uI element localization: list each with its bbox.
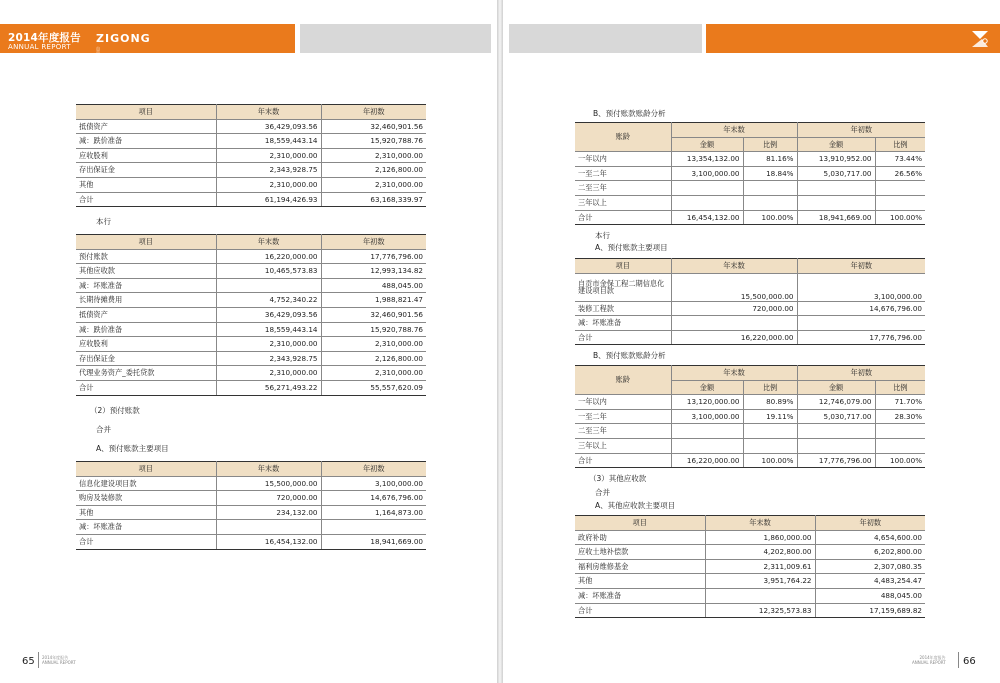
other-receivables-table bbox=[575, 515, 925, 618]
cell-value bbox=[743, 438, 797, 453]
cell-value: 12,325,573.83 bbox=[705, 603, 815, 618]
col-header: 比例 bbox=[743, 380, 797, 395]
col-header: 比例 bbox=[743, 137, 797, 152]
col-header: 项目 bbox=[76, 235, 216, 250]
cell-value: 2,310,000.00 bbox=[321, 148, 426, 163]
row-label: 一至二年 bbox=[575, 409, 671, 424]
row-label: 减：坏账准备 bbox=[76, 520, 216, 535]
report-brand bbox=[8, 32, 151, 103]
cell-value: 4,483,254.47 bbox=[815, 574, 925, 589]
aging-table-2 bbox=[575, 365, 925, 468]
cell-value: 100.00% bbox=[875, 210, 925, 225]
row-label: 合计 bbox=[575, 603, 705, 618]
table-row bbox=[76, 366, 426, 381]
col-header: 账龄 bbox=[575, 366, 671, 395]
row-label: 应收股利 bbox=[76, 337, 216, 352]
cell-value: 3,100,000.00 bbox=[671, 166, 743, 181]
footer-brand-right bbox=[912, 656, 946, 667]
row-label: 合计 bbox=[76, 534, 216, 549]
cell-value: 32,460,901.56 bbox=[321, 307, 426, 322]
cell-value bbox=[875, 181, 925, 196]
row-label: 存出保证金 bbox=[76, 351, 216, 366]
cell-value: 100.00% bbox=[743, 210, 797, 225]
cell-value: 1,164,873.00 bbox=[321, 505, 426, 520]
cell-value bbox=[671, 181, 743, 196]
row-label: 应收土地补偿款 bbox=[575, 545, 705, 560]
row-label: 减：跌价准备 bbox=[76, 134, 216, 149]
cell-value: 13,910,952.00 bbox=[797, 152, 875, 167]
table-row bbox=[575, 316, 925, 331]
cell-value: 55,557,620.09 bbox=[321, 380, 426, 395]
cell-value bbox=[797, 181, 875, 196]
table-row bbox=[76, 351, 426, 366]
header-grey-band bbox=[509, 24, 702, 53]
table-row bbox=[76, 134, 426, 149]
cell-value bbox=[797, 316, 925, 331]
cell-value: 36,429,093.56 bbox=[216, 119, 321, 134]
table-row bbox=[76, 119, 426, 134]
cell-value bbox=[797, 195, 875, 210]
col-header: 比例 bbox=[875, 380, 925, 395]
col-header: 金额 bbox=[797, 380, 875, 395]
cell-value: 18,941,669.00 bbox=[797, 210, 875, 225]
table-row bbox=[575, 453, 925, 468]
table-row bbox=[76, 337, 426, 352]
row-label: 合计 bbox=[575, 330, 671, 345]
col-header: 金额 bbox=[671, 137, 743, 152]
prepaid-items-table bbox=[76, 461, 426, 550]
row-label: 存出保证金 bbox=[76, 163, 216, 178]
cell-value: 81.16% bbox=[743, 152, 797, 167]
header-orange-band bbox=[706, 24, 1000, 53]
cell-value: 13,120,000.00 bbox=[671, 395, 743, 410]
col-header: 年末数 bbox=[671, 123, 797, 138]
cell-value: 18,559,443.14 bbox=[216, 322, 321, 337]
table-row bbox=[76, 249, 426, 264]
col-header: 年初数 bbox=[797, 259, 925, 274]
header-orange-band bbox=[0, 24, 295, 103]
cell-value: 2,343,928.75 bbox=[216, 163, 321, 178]
table-row bbox=[76, 264, 426, 279]
cell-value bbox=[671, 316, 797, 331]
table-row bbox=[575, 301, 925, 316]
table-row bbox=[76, 163, 426, 178]
row-label: 减：坏账准备 bbox=[575, 316, 671, 331]
cell-value: 15,500,000.00 bbox=[671, 273, 797, 301]
table-row bbox=[575, 273, 925, 301]
cell-value: 1,860,000.00 bbox=[705, 530, 815, 545]
table-row bbox=[575, 424, 925, 439]
col-header: 年末数 bbox=[216, 462, 321, 477]
row-label: 合计 bbox=[575, 453, 671, 468]
row-label: 其他 bbox=[76, 505, 216, 520]
table-row bbox=[575, 395, 925, 410]
cell-value: 3,100,000.00 bbox=[671, 409, 743, 424]
table-row bbox=[575, 152, 925, 167]
page-number: 66 bbox=[963, 655, 976, 667]
page-number-left bbox=[22, 656, 35, 668]
row-label: 其他应收款 bbox=[76, 264, 216, 279]
cell-value: 2,343,928.75 bbox=[216, 351, 321, 366]
cell-value: 2,310,000.00 bbox=[216, 366, 321, 381]
label-hebing: 合并 bbox=[595, 488, 610, 497]
cell-value: 18,559,443.14 bbox=[216, 134, 321, 149]
cell-value: 12,993,134.82 bbox=[321, 264, 426, 279]
row-label: 购房及装修款 bbox=[76, 491, 216, 506]
cell-value: 16,220,000.00 bbox=[671, 453, 743, 468]
footer-sub: ANNUAL REPORT bbox=[912, 660, 946, 665]
table-row bbox=[76, 476, 426, 491]
row-label: 其他 bbox=[575, 574, 705, 589]
cell-value: 63,168,339.97 bbox=[321, 192, 426, 207]
footer-divider bbox=[958, 652, 959, 668]
cell-value: 2,307,080.35 bbox=[815, 559, 925, 574]
cell-value: 26.56% bbox=[875, 166, 925, 181]
cell-value: 17,776,796.00 bbox=[797, 330, 925, 345]
cell-value: 10,465,573.83 bbox=[216, 264, 321, 279]
footer-sub: ANNUAL REPORT bbox=[42, 660, 76, 665]
cell-value: 2,310,000.00 bbox=[321, 177, 426, 192]
cell-value: 3,100,000.00 bbox=[321, 476, 426, 491]
brand-sub: ANNUAL REPORT bbox=[8, 42, 71, 51]
right-page bbox=[503, 0, 1000, 683]
row-label: 一年以内 bbox=[575, 395, 671, 410]
table-row bbox=[76, 380, 426, 395]
cell-value: 720,000.00 bbox=[216, 491, 321, 506]
bank-prepaid-items-table bbox=[575, 258, 925, 345]
cell-value: 4,202,800.00 bbox=[705, 545, 815, 560]
cell-value: 234,132.00 bbox=[216, 505, 321, 520]
cell-value: 14,676,796.00 bbox=[797, 301, 925, 316]
cell-value: 18,941,669.00 bbox=[321, 534, 426, 549]
table-row bbox=[76, 491, 426, 506]
cell-value: 16,220,000.00 bbox=[216, 249, 321, 264]
table-row bbox=[76, 322, 426, 337]
header-grey-band bbox=[300, 24, 491, 53]
label-hebing: 合并 bbox=[96, 425, 111, 434]
table-row bbox=[76, 278, 426, 293]
cell-value bbox=[671, 195, 743, 210]
row-label: 合计 bbox=[76, 192, 216, 207]
cell-value bbox=[705, 588, 815, 603]
row-label: 减：坏账准备 bbox=[575, 588, 705, 603]
page-number-right bbox=[963, 656, 976, 668]
col-header: 金额 bbox=[671, 380, 743, 395]
row-label: 抵债资产 bbox=[76, 119, 216, 134]
footer-small: 2014年度报告 bbox=[919, 655, 946, 661]
page-number: 65 bbox=[22, 655, 35, 667]
cell-value: 4,654,600.00 bbox=[815, 530, 925, 545]
cell-value: 15,920,788.76 bbox=[321, 322, 426, 337]
col-header: 年末数 bbox=[705, 516, 815, 531]
cell-value: 100.00% bbox=[743, 453, 797, 468]
cell-value: 3,100,000.00 bbox=[797, 273, 925, 301]
brand-year: 2014年度报告 bbox=[8, 32, 81, 44]
cell-value: 12,746,079.00 bbox=[797, 395, 875, 410]
table-row bbox=[575, 559, 925, 574]
table-row bbox=[575, 603, 925, 618]
cell-value: 488,045.00 bbox=[815, 588, 925, 603]
cell-value: 14,676,796.00 bbox=[321, 491, 426, 506]
brand-tiny: 自贡市国有资产投资经营有限公 bbox=[96, 46, 100, 103]
cell-value: 2,310,000.00 bbox=[216, 337, 321, 352]
cell-value bbox=[321, 520, 426, 535]
cell-value bbox=[797, 424, 875, 439]
col-header: 年末数 bbox=[671, 259, 797, 274]
col-header: 项目 bbox=[575, 516, 705, 531]
cell-value: 56,271,493.22 bbox=[216, 380, 321, 395]
col-header: 项目 bbox=[575, 259, 671, 274]
cell-value: 2,310,000.00 bbox=[216, 148, 321, 163]
cell-value bbox=[875, 438, 925, 453]
bank-other-assets-table bbox=[76, 234, 426, 396]
cell-value: 16,454,132.00 bbox=[671, 210, 743, 225]
cell-value: 17,776,796.00 bbox=[321, 249, 426, 264]
table-row bbox=[76, 148, 426, 163]
cell-value bbox=[743, 195, 797, 210]
aging-table-1 bbox=[575, 122, 925, 225]
table-row bbox=[76, 192, 426, 207]
row-label: 抵债资产 bbox=[76, 307, 216, 322]
table-row bbox=[76, 307, 426, 322]
cell-value bbox=[216, 520, 321, 535]
table-row bbox=[575, 195, 925, 210]
cell-value: 17,776,796.00 bbox=[797, 453, 875, 468]
col-header: 年初数 bbox=[797, 366, 925, 381]
row-label: 合计 bbox=[575, 210, 671, 225]
row-label: 自贡市金保工程二期信息化建设项目款 bbox=[575, 273, 671, 301]
cell-value: 32,460,901.56 bbox=[321, 119, 426, 134]
row-label: 信息化建设项目款 bbox=[76, 476, 216, 491]
col-header: 年末数 bbox=[216, 235, 321, 250]
row-label: 三年以上 bbox=[575, 438, 671, 453]
footer-brand-left bbox=[42, 656, 76, 667]
row-label: 应收股利 bbox=[76, 148, 216, 163]
cell-value: 61,194,426.93 bbox=[216, 192, 321, 207]
cell-value: 4,752,340.22 bbox=[216, 293, 321, 308]
label-other-receivables: （3）其他应收款 bbox=[589, 474, 647, 483]
cell-value: 80.89% bbox=[743, 395, 797, 410]
col-header: 账龄 bbox=[575, 123, 671, 152]
row-label: 代理业务资产_委托贷款 bbox=[76, 366, 216, 381]
cell-value: 16,220,000.00 bbox=[671, 330, 797, 345]
table-row bbox=[575, 438, 925, 453]
cell-value: 28.30% bbox=[875, 409, 925, 424]
cell-value: 5,030,717.00 bbox=[797, 166, 875, 181]
cell-value bbox=[797, 438, 875, 453]
col-header: 年初数 bbox=[321, 105, 426, 120]
cell-value: 2,126,800.00 bbox=[321, 351, 426, 366]
table-row bbox=[76, 177, 426, 192]
row-label: 合计 bbox=[76, 380, 216, 395]
row-label: 二至三年 bbox=[575, 181, 671, 196]
cell-value bbox=[216, 278, 321, 293]
col-header: 年末数 bbox=[671, 366, 797, 381]
cell-value: 71.70% bbox=[875, 395, 925, 410]
cell-value bbox=[875, 424, 925, 439]
cell-value bbox=[671, 424, 743, 439]
row-label: 二至三年 bbox=[575, 424, 671, 439]
col-header: 年初数 bbox=[797, 123, 925, 138]
cell-value: 5,030,717.00 bbox=[797, 409, 875, 424]
cell-value: 19.11% bbox=[743, 409, 797, 424]
table-row bbox=[76, 520, 426, 535]
cell-value: 2,310,000.00 bbox=[321, 366, 426, 381]
cell-value: 2,126,800.00 bbox=[321, 163, 426, 178]
company-logo-icon bbox=[968, 27, 992, 51]
table-row bbox=[575, 530, 925, 545]
cell-value: 1,988,821.47 bbox=[321, 293, 426, 308]
row-label: 减：坏账准备 bbox=[76, 278, 216, 293]
table-row bbox=[76, 293, 426, 308]
row-label: 预付账款 bbox=[76, 249, 216, 264]
brand-name: ZIGONG bbox=[96, 32, 151, 45]
col-header: 项目 bbox=[76, 105, 216, 120]
cell-value: 720,000.00 bbox=[671, 301, 797, 316]
col-header: 年初数 bbox=[815, 516, 925, 531]
cell-value: 36,429,093.56 bbox=[216, 307, 321, 322]
label-benhang: 本行 bbox=[595, 231, 610, 240]
table-row bbox=[76, 505, 426, 520]
cell-value bbox=[875, 195, 925, 210]
cell-value: 73.44% bbox=[875, 152, 925, 167]
label-benhang: 本行 bbox=[96, 217, 111, 226]
label-aging-2: B、预付账款账龄分析 bbox=[593, 351, 666, 360]
row-label: 三年以上 bbox=[575, 195, 671, 210]
table-row bbox=[575, 181, 925, 196]
label-aging-1: B、预付账款账龄分析 bbox=[593, 109, 666, 118]
cell-value: 2,310,000.00 bbox=[216, 177, 321, 192]
cell-value: 13,354,132.00 bbox=[671, 152, 743, 167]
label-prepaid: （2）预付账款 bbox=[90, 406, 140, 415]
other-assets-table bbox=[76, 104, 426, 207]
table-row bbox=[575, 574, 925, 589]
table-row bbox=[575, 166, 925, 181]
cell-value: 100.00% bbox=[875, 453, 925, 468]
cell-value bbox=[743, 424, 797, 439]
footer-divider bbox=[38, 652, 39, 668]
col-header: 金额 bbox=[797, 137, 875, 152]
col-header: 年初数 bbox=[321, 235, 426, 250]
col-header: 年初数 bbox=[321, 462, 426, 477]
row-label: 装修工程款 bbox=[575, 301, 671, 316]
cell-value: 488,045.00 bbox=[321, 278, 426, 293]
table-row bbox=[575, 330, 925, 345]
col-header: 项目 bbox=[76, 462, 216, 477]
label-prepaid-items: A、预付账款主要项目 bbox=[595, 243, 668, 252]
row-label: 福利房维修基金 bbox=[575, 559, 705, 574]
table-row bbox=[575, 545, 925, 560]
cell-value bbox=[743, 181, 797, 196]
label-prepaid-items: A、预付账款主要项目 bbox=[96, 444, 169, 453]
footer-small: 2014年度报告 bbox=[42, 655, 69, 661]
table-row bbox=[575, 409, 925, 424]
row-label: 一年以内 bbox=[575, 152, 671, 167]
cell-value: 2,311,009.61 bbox=[705, 559, 815, 574]
row-label: 一至二年 bbox=[575, 166, 671, 181]
cell-value: 6,202,800.00 bbox=[815, 545, 925, 560]
table-row bbox=[575, 210, 925, 225]
cell-value: 15,920,788.76 bbox=[321, 134, 426, 149]
row-label: 减：跌价准备 bbox=[76, 322, 216, 337]
label-other-items: A、其他应收款主要项目 bbox=[595, 501, 676, 510]
col-header: 比例 bbox=[875, 137, 925, 152]
row-label: 长期待摊费用 bbox=[76, 293, 216, 308]
cell-value: 2,310,000.00 bbox=[321, 337, 426, 352]
col-header: 年末数 bbox=[216, 105, 321, 120]
cell-value: 18.84% bbox=[743, 166, 797, 181]
table-row bbox=[76, 534, 426, 549]
left-page bbox=[0, 0, 497, 683]
cell-value: 15,500,000.00 bbox=[216, 476, 321, 491]
cell-value: 17,159,689.82 bbox=[815, 603, 925, 618]
row-label: 其他 bbox=[76, 177, 216, 192]
cell-value: 3,951,764.22 bbox=[705, 574, 815, 589]
row-label: 政府补助 bbox=[575, 530, 705, 545]
table-row bbox=[575, 588, 925, 603]
cell-value bbox=[671, 438, 743, 453]
cell-value: 16,454,132.00 bbox=[216, 534, 321, 549]
